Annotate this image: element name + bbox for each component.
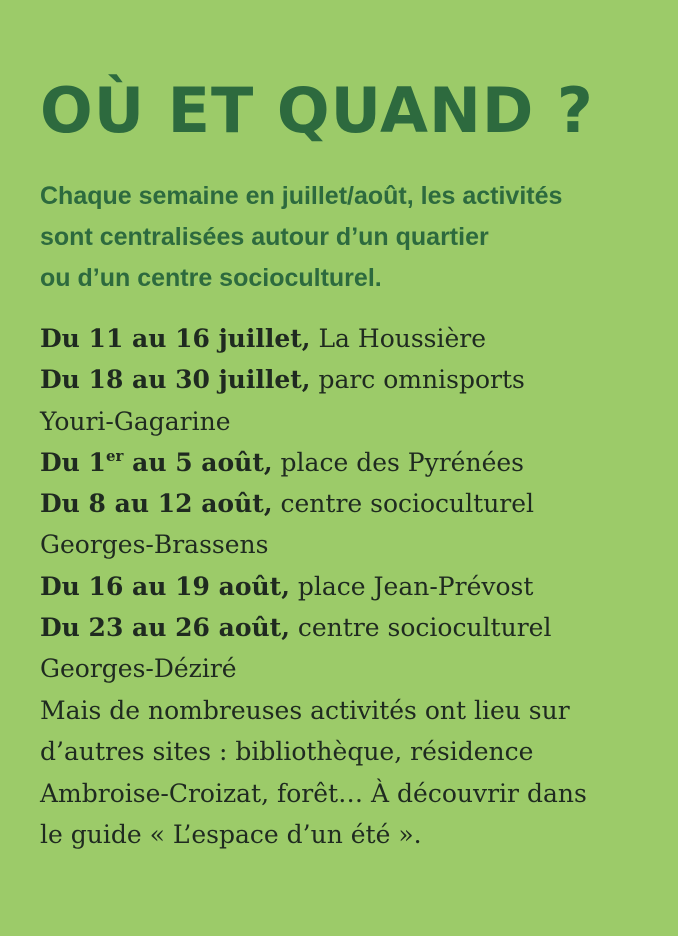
schedule-line (40, 607, 660, 648)
schedule-line (40, 442, 660, 483)
schedule-item (40, 607, 660, 690)
schedule-line (40, 483, 660, 524)
schedule-place: place des Pyrénées (272, 447, 524, 477)
note-line: Mais de nombreuses activités ont lieu sur (40, 696, 570, 725)
schedule-place: centre socioculturel (272, 489, 535, 519)
schedule-place: La Houssière (310, 324, 487, 353)
schedule-item (40, 318, 660, 359)
schedule-item (40, 359, 660, 442)
intro-line: Chaque semaine en juillet/août, les activités (40, 182, 563, 210)
note-line: le guide « L’espace d’un été ». (40, 819, 422, 849)
intro-line: ou d’un centre socioculturel. (40, 264, 382, 292)
schedule-line (40, 318, 660, 359)
schedule-date: Du 16 au 19 août, (40, 571, 290, 601)
schedule-date-start: Du 1 (40, 447, 106, 477)
intro-line: sont centralisées autour d’un quartier (40, 223, 489, 251)
schedule-date: Du 18 au 30 juillet, (40, 365, 311, 395)
closing-note (40, 690, 660, 855)
schedule-list (40, 318, 660, 690)
schedule-place-continued: Youri-Gagarine (40, 406, 231, 436)
schedule-place: parc omnisports (310, 365, 525, 395)
note-line: Ambroise-Croizat, forêt… À découvrir dans (40, 778, 587, 808)
schedule-line (40, 359, 660, 400)
schedule-place: centre socioculturel (289, 613, 552, 643)
note-line: d’autres sites : bibliothèque, résidence (40, 737, 534, 767)
schedule-item (40, 483, 660, 566)
schedule-date: Du 11 au 16 juillet, (40, 324, 311, 353)
intro-text (40, 176, 650, 299)
schedule-place-continued: Georges-Brassens (40, 530, 269, 560)
schedule-date (40, 448, 273, 477)
schedule-date: Du 23 au 26 août, (40, 613, 290, 643)
schedule-place: place Jean-Prévost (289, 571, 534, 601)
schedule-item (40, 442, 660, 483)
schedule-date: Du 8 au 12 août, (40, 489, 273, 519)
schedule-place-continued: Georges-Déziré (40, 654, 237, 684)
ordinal-superscript: er (105, 446, 124, 465)
page-title: OÙ ET QUAND ? (40, 74, 594, 147)
schedule-line (40, 566, 660, 607)
schedule-item (40, 566, 660, 607)
schedule-date-end: au 5 août, (123, 447, 273, 477)
